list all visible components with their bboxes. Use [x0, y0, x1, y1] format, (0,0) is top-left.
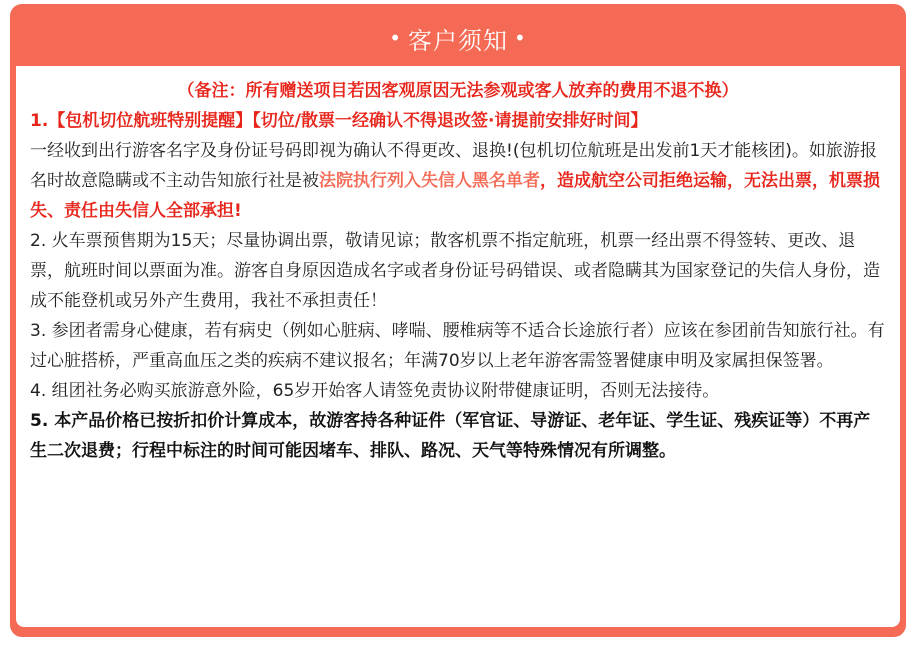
item-1-heading: 1.【包机切位航班特别提醒】【切位/散票一经确认不得退改签·请提前安排好时间】 — [30, 111, 648, 131]
customer-notice-card — [10, 4, 906, 637]
item-4: 4. 组团社务必购买旅游意外险，65岁开始客人请签免责协议附带健康证明，否则无法接待。 — [30, 381, 720, 401]
item-1-body — [30, 136, 886, 226]
notice-content — [16, 66, 900, 627]
item-1-body-text: 一经收到出行游客名字及身份证号码即视为确认不得更改、退换!(包机切位航班是出发前1天才能核团)。如旅游报名时故意隐瞒或不主动告知旅行社是被 — [30, 141, 877, 191]
item-5: 5. 本产品价格已按折扣价计算成本，故游客持各种证件（军官证、导游证、老年证、学生证、残疾证等）不再产生二次退费；行程中标注的时间可能因堵车、排队、路况、天气等特殊情况有所调整。 — [30, 411, 871, 461]
item-3: 3. 参团者需身心健康，若有病史（例如心脏病、哮喘、腰椎病等不适合长途旅行者）应该在参团前告知旅行社。有过心脏搭桥，严重高血压之类的疾病不建议报名；年满70岁以上老年游客需签署健康申明及家属担保签署。 — [30, 321, 885, 371]
card-header — [16, 10, 900, 66]
item-2: 2. 火车票预售期为15天；尽量协调出票，敬请见谅；散客机票不指定航班，机票一经出票不得签转、更改、退票，航班时间以票面为准。游客自身原因造成名字或者身份证号码错误、或者隐瞒其为国家登记的失信人身份，造成不能登机或另外产生费用，我社不承担责任！ — [30, 231, 880, 311]
card-title: 客户须知 — [408, 26, 508, 55]
item-1-liability-warning: ，造成航空公司拒绝运输，无法出票，机票损失、责任由失信人全部承担! — [30, 171, 880, 221]
item-1-blacklist-highlight: 法院执行列入失信人黑名单者 — [319, 171, 540, 191]
remark-note: （备注：所有赠送项目若因客观原因无法参观或客人放弃的费用不退不换） — [177, 81, 739, 101]
header-dot-left: • — [389, 26, 402, 50]
header-dot-right: • — [514, 26, 527, 50]
